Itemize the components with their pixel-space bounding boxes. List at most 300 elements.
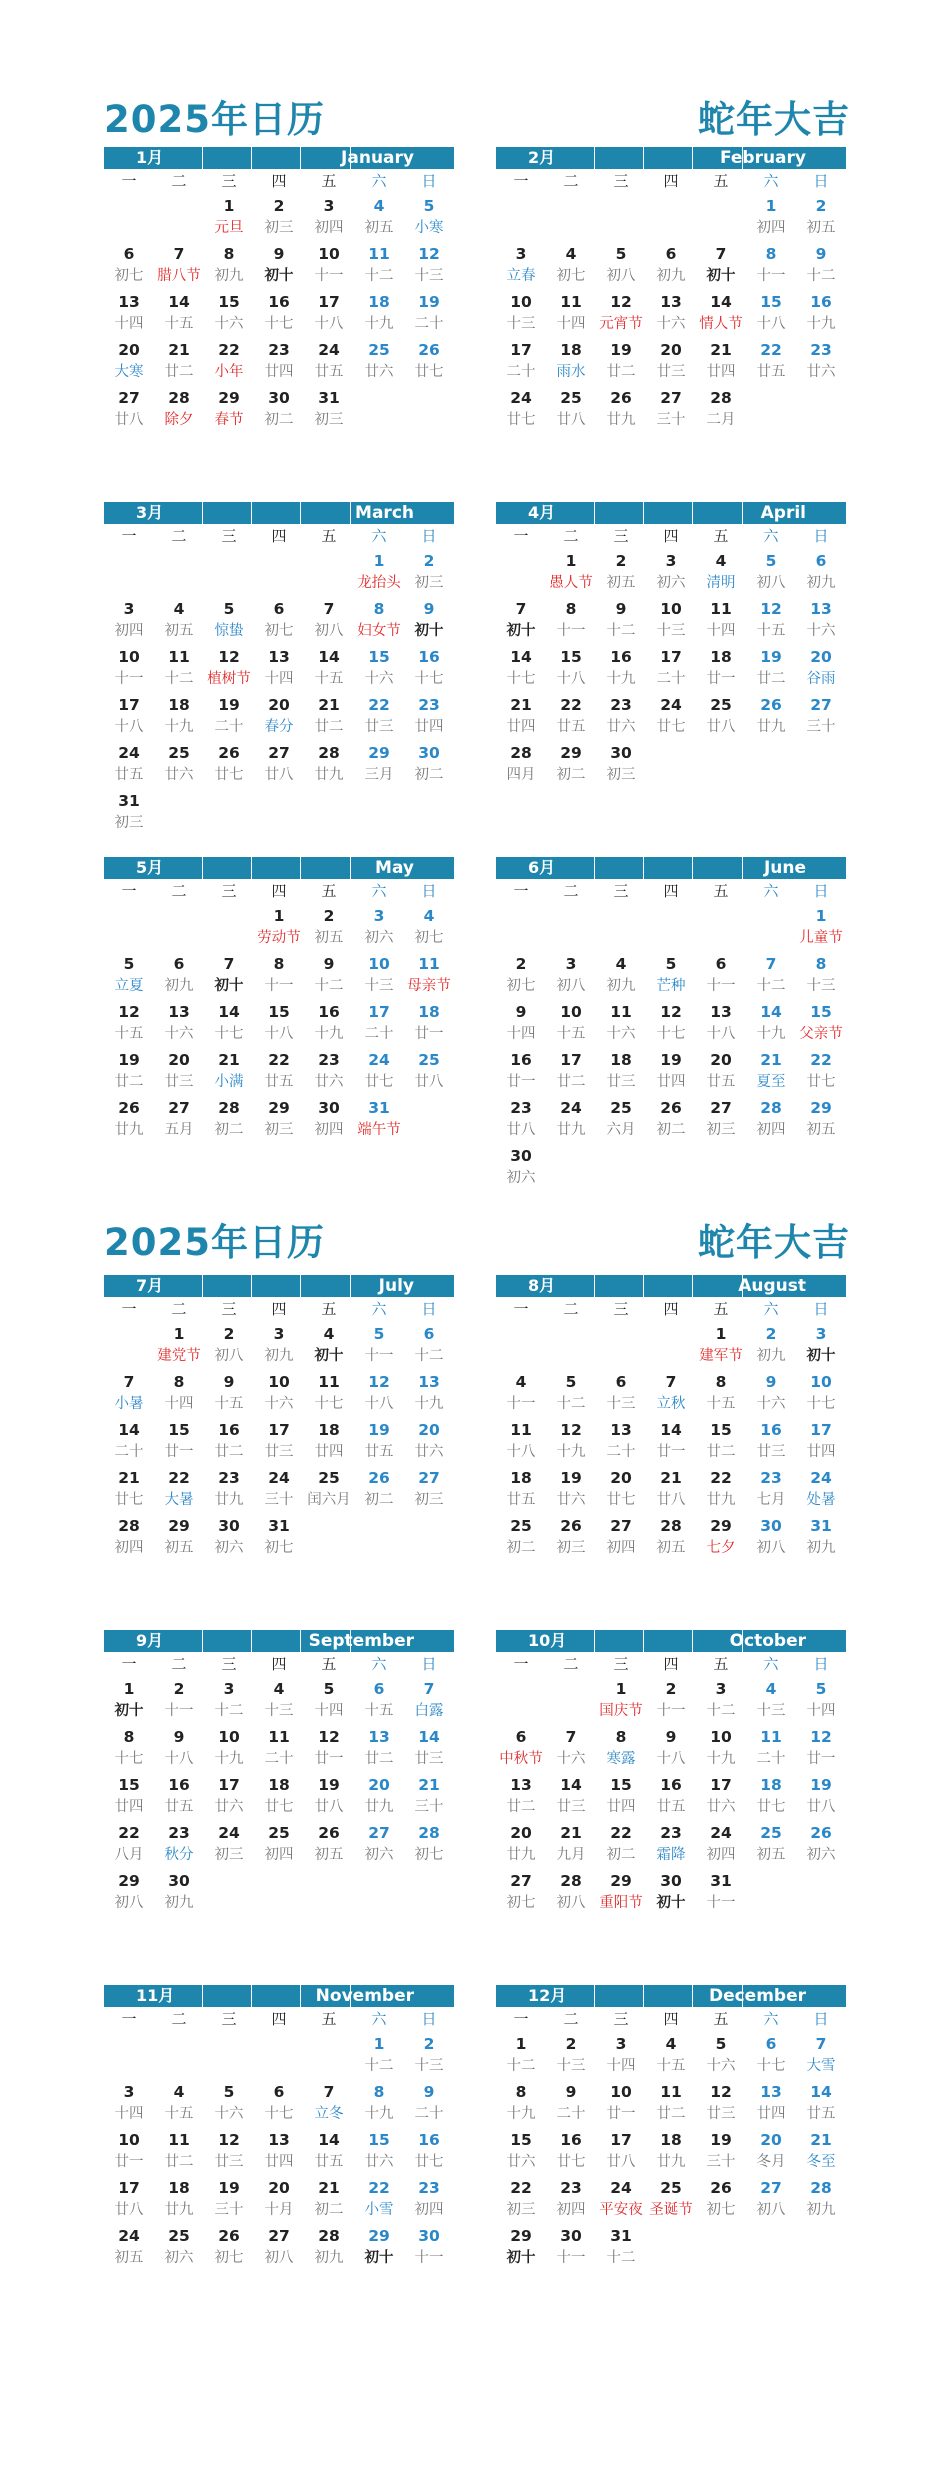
day-cell[interactable] — [596, 1724, 646, 1772]
day-cell[interactable] — [646, 951, 696, 999]
day-cell[interactable] — [796, 903, 846, 951]
day-cell[interactable] — [746, 951, 796, 999]
day-cell[interactable] — [796, 1820, 846, 1868]
day-cell[interactable] — [354, 740, 404, 788]
day-cell[interactable] — [746, 692, 796, 740]
day-cell[interactable] — [104, 1868, 154, 1916]
day-cell[interactable] — [546, 2079, 596, 2127]
day-cell[interactable] — [154, 1868, 204, 1916]
day-cell[interactable] — [746, 193, 796, 241]
day-cell[interactable] — [646, 596, 696, 644]
day-cell[interactable] — [696, 1513, 746, 1561]
day-cell[interactable] — [404, 1321, 454, 1369]
day-cell[interactable] — [646, 1772, 696, 1820]
day-cell[interactable] — [546, 740, 596, 788]
day-cell[interactable] — [796, 692, 846, 740]
day-cell[interactable] — [746, 1321, 796, 1369]
day-cell[interactable] — [596, 2175, 646, 2223]
day-cell[interactable] — [204, 644, 254, 692]
day-cell[interactable] — [354, 999, 404, 1047]
day-cell[interactable] — [796, 1417, 846, 1465]
day-cell[interactable] — [646, 337, 696, 385]
day-cell[interactable] — [154, 1047, 204, 1095]
day-cell[interactable] — [404, 1676, 454, 1724]
day-cell[interactable] — [304, 740, 354, 788]
day-cell[interactable] — [204, 1513, 254, 1561]
day-cell[interactable] — [696, 2031, 746, 2079]
day-cell[interactable] — [404, 1772, 454, 1820]
day-cell[interactable] — [696, 644, 746, 692]
day-cell[interactable] — [596, 289, 646, 337]
day-cell[interactable] — [254, 1465, 304, 1513]
day-cell[interactable] — [104, 740, 154, 788]
day-cell[interactable] — [304, 2223, 354, 2271]
day-cell[interactable] — [154, 1820, 204, 1868]
day-cell[interactable] — [546, 1513, 596, 1561]
day-cell[interactable] — [154, 241, 204, 289]
day-cell[interactable] — [646, 1513, 696, 1561]
day-cell[interactable] — [354, 241, 404, 289]
day-cell[interactable] — [254, 385, 304, 433]
day-cell[interactable] — [796, 2127, 846, 2175]
day-cell[interactable] — [796, 193, 846, 241]
day-cell[interactable] — [354, 1676, 404, 1724]
day-cell[interactable] — [496, 1369, 546, 1417]
day-cell[interactable] — [496, 2031, 546, 2079]
day-cell[interactable] — [746, 1676, 796, 1724]
day-cell[interactable] — [696, 999, 746, 1047]
day-cell[interactable] — [304, 999, 354, 1047]
day-cell[interactable] — [596, 241, 646, 289]
day-cell[interactable] — [496, 385, 546, 433]
day-cell[interactable] — [354, 289, 404, 337]
day-cell[interactable] — [796, 1772, 846, 1820]
day-cell[interactable] — [796, 1321, 846, 1369]
day-cell[interactable] — [104, 2127, 154, 2175]
day-cell[interactable] — [204, 337, 254, 385]
day-cell[interactable] — [546, 951, 596, 999]
day-cell[interactable] — [304, 385, 354, 433]
day-cell[interactable] — [354, 951, 404, 999]
day-cell[interactable] — [254, 692, 304, 740]
day-cell[interactable] — [404, 193, 454, 241]
day-cell[interactable] — [746, 1095, 796, 1143]
day-cell[interactable] — [104, 999, 154, 1047]
day-cell[interactable] — [254, 1095, 304, 1143]
day-cell[interactable] — [104, 788, 154, 836]
day-cell[interactable] — [746, 548, 796, 596]
day-cell[interactable] — [154, 1417, 204, 1465]
day-cell[interactable] — [204, 740, 254, 788]
day-cell[interactable] — [796, 548, 846, 596]
day-cell[interactable] — [254, 740, 304, 788]
day-cell[interactable] — [746, 1369, 796, 1417]
day-cell[interactable] — [154, 644, 204, 692]
day-cell[interactable] — [254, 289, 304, 337]
day-cell[interactable] — [104, 596, 154, 644]
day-cell[interactable] — [546, 1417, 596, 1465]
day-cell[interactable] — [696, 2079, 746, 2127]
day-cell[interactable] — [696, 1417, 746, 1465]
day-cell[interactable] — [304, 1465, 354, 1513]
day-cell[interactable] — [304, 1369, 354, 1417]
day-cell[interactable] — [154, 289, 204, 337]
day-cell[interactable] — [496, 241, 546, 289]
day-cell[interactable] — [796, 1676, 846, 1724]
day-cell[interactable] — [104, 692, 154, 740]
day-cell[interactable] — [104, 241, 154, 289]
day-cell[interactable] — [204, 596, 254, 644]
day-cell[interactable] — [354, 2079, 404, 2127]
day-cell[interactable] — [746, 644, 796, 692]
day-cell[interactable] — [404, 951, 454, 999]
day-cell[interactable] — [596, 1820, 646, 1868]
day-cell[interactable] — [696, 1820, 746, 1868]
day-cell[interactable] — [596, 1047, 646, 1095]
day-cell[interactable] — [104, 1465, 154, 1513]
day-cell[interactable] — [646, 385, 696, 433]
day-cell[interactable] — [204, 1095, 254, 1143]
day-cell[interactable] — [596, 1465, 646, 1513]
day-cell[interactable] — [546, 1772, 596, 1820]
day-cell[interactable] — [404, 1724, 454, 1772]
day-cell[interactable] — [404, 999, 454, 1047]
day-cell[interactable] — [104, 1047, 154, 1095]
day-cell[interactable] — [204, 385, 254, 433]
day-cell[interactable] — [496, 289, 546, 337]
day-cell[interactable] — [104, 1772, 154, 1820]
day-cell[interactable] — [354, 193, 404, 241]
day-cell[interactable] — [746, 337, 796, 385]
day-cell[interactable] — [154, 951, 204, 999]
day-cell[interactable] — [696, 1868, 746, 1916]
day-cell[interactable] — [596, 2223, 646, 2271]
day-cell[interactable] — [104, 1513, 154, 1561]
day-cell[interactable] — [304, 289, 354, 337]
day-cell[interactable] — [496, 1772, 546, 1820]
day-cell[interactable] — [746, 1465, 796, 1513]
day-cell[interactable] — [646, 2079, 696, 2127]
day-cell[interactable] — [646, 1369, 696, 1417]
day-cell[interactable] — [496, 999, 546, 1047]
day-cell[interactable] — [496, 1513, 546, 1561]
day-cell[interactable] — [254, 193, 304, 241]
day-cell[interactable] — [546, 2175, 596, 2223]
day-cell[interactable] — [546, 2127, 596, 2175]
day-cell[interactable] — [404, 596, 454, 644]
day-cell[interactable] — [254, 644, 304, 692]
day-cell[interactable] — [696, 1095, 746, 1143]
day-cell[interactable] — [796, 241, 846, 289]
day-cell[interactable] — [154, 1369, 204, 1417]
day-cell[interactable] — [796, 1724, 846, 1772]
day-cell[interactable] — [646, 999, 696, 1047]
day-cell[interactable] — [404, 337, 454, 385]
day-cell[interactable] — [746, 1772, 796, 1820]
day-cell[interactable] — [646, 2031, 696, 2079]
day-cell[interactable] — [546, 596, 596, 644]
day-cell[interactable] — [304, 644, 354, 692]
day-cell[interactable] — [254, 337, 304, 385]
day-cell[interactable] — [496, 596, 546, 644]
day-cell[interactable] — [404, 241, 454, 289]
day-cell[interactable] — [496, 1143, 546, 1191]
day-cell[interactable] — [546, 385, 596, 433]
day-cell[interactable] — [354, 1369, 404, 1417]
day-cell[interactable] — [696, 2175, 746, 2223]
day-cell[interactable] — [354, 644, 404, 692]
day-cell[interactable] — [304, 1095, 354, 1143]
day-cell[interactable] — [304, 193, 354, 241]
day-cell[interactable] — [696, 1465, 746, 1513]
day-cell[interactable] — [496, 1465, 546, 1513]
day-cell[interactable] — [204, 289, 254, 337]
day-cell[interactable] — [404, 289, 454, 337]
day-cell[interactable] — [746, 1513, 796, 1561]
day-cell[interactable] — [154, 2223, 204, 2271]
day-cell[interactable] — [204, 241, 254, 289]
day-cell[interactable] — [254, 2223, 304, 2271]
day-cell[interactable] — [404, 2223, 454, 2271]
day-cell[interactable] — [796, 596, 846, 644]
day-cell[interactable] — [154, 385, 204, 433]
day-cell[interactable] — [104, 2079, 154, 2127]
day-cell[interactable] — [254, 1513, 304, 1561]
day-cell[interactable] — [696, 951, 746, 999]
day-cell[interactable] — [404, 1417, 454, 1465]
day-cell[interactable] — [154, 2175, 204, 2223]
day-cell[interactable] — [254, 2079, 304, 2127]
day-cell[interactable] — [596, 2127, 646, 2175]
day-cell[interactable] — [546, 2031, 596, 2079]
day-cell[interactable] — [354, 548, 404, 596]
day-cell[interactable] — [696, 1772, 746, 1820]
day-cell[interactable] — [354, 1417, 404, 1465]
day-cell[interactable] — [696, 596, 746, 644]
day-cell[interactable] — [104, 1417, 154, 1465]
day-cell[interactable] — [104, 1369, 154, 1417]
day-cell[interactable] — [304, 1321, 354, 1369]
day-cell[interactable] — [546, 692, 596, 740]
day-cell[interactable] — [254, 1820, 304, 1868]
day-cell[interactable] — [404, 644, 454, 692]
day-cell[interactable] — [104, 2175, 154, 2223]
day-cell[interactable] — [204, 1465, 254, 1513]
day-cell[interactable] — [254, 2127, 304, 2175]
day-cell[interactable] — [154, 1676, 204, 1724]
day-cell[interactable] — [304, 903, 354, 951]
day-cell[interactable] — [154, 596, 204, 644]
day-cell[interactable] — [154, 2079, 204, 2127]
day-cell[interactable] — [746, 2031, 796, 2079]
day-cell[interactable] — [204, 1047, 254, 1095]
day-cell[interactable] — [596, 1513, 646, 1561]
day-cell[interactable] — [546, 289, 596, 337]
day-cell[interactable] — [404, 548, 454, 596]
day-cell[interactable] — [354, 337, 404, 385]
day-cell[interactable] — [596, 2079, 646, 2127]
day-cell[interactable] — [496, 1868, 546, 1916]
day-cell[interactable] — [646, 1465, 696, 1513]
day-cell[interactable] — [204, 2127, 254, 2175]
day-cell[interactable] — [596, 1417, 646, 1465]
day-cell[interactable] — [104, 644, 154, 692]
day-cell[interactable] — [254, 1369, 304, 1417]
day-cell[interactable] — [796, 2079, 846, 2127]
day-cell[interactable] — [796, 951, 846, 999]
day-cell[interactable] — [204, 2079, 254, 2127]
day-cell[interactable] — [546, 1369, 596, 1417]
day-cell[interactable] — [104, 951, 154, 999]
day-cell[interactable] — [304, 1772, 354, 1820]
day-cell[interactable] — [304, 596, 354, 644]
day-cell[interactable] — [154, 1095, 204, 1143]
day-cell[interactable] — [546, 644, 596, 692]
day-cell[interactable] — [404, 2127, 454, 2175]
day-cell[interactable] — [304, 337, 354, 385]
day-cell[interactable] — [404, 903, 454, 951]
day-cell[interactable] — [746, 2079, 796, 2127]
day-cell[interactable] — [796, 2175, 846, 2223]
day-cell[interactable] — [204, 1772, 254, 1820]
day-cell[interactable] — [154, 1321, 204, 1369]
day-cell[interactable] — [254, 1417, 304, 1465]
day-cell[interactable] — [496, 644, 546, 692]
day-cell[interactable] — [696, 337, 746, 385]
day-cell[interactable] — [746, 1417, 796, 1465]
day-cell[interactable] — [204, 999, 254, 1047]
day-cell[interactable] — [104, 1724, 154, 1772]
day-cell[interactable] — [596, 951, 646, 999]
day-cell[interactable] — [154, 1513, 204, 1561]
day-cell[interactable] — [496, 692, 546, 740]
day-cell[interactable] — [596, 740, 646, 788]
day-cell[interactable] — [254, 1724, 304, 1772]
day-cell[interactable] — [796, 999, 846, 1047]
day-cell[interactable] — [204, 1820, 254, 1868]
day-cell[interactable] — [696, 385, 746, 433]
day-cell[interactable] — [304, 241, 354, 289]
day-cell[interactable] — [796, 1369, 846, 1417]
day-cell[interactable] — [104, 385, 154, 433]
day-cell[interactable] — [354, 1095, 404, 1143]
day-cell[interactable] — [254, 596, 304, 644]
day-cell[interactable] — [596, 2031, 646, 2079]
day-cell[interactable] — [746, 2175, 796, 2223]
day-cell[interactable] — [204, 951, 254, 999]
day-cell[interactable] — [404, 1369, 454, 1417]
day-cell[interactable] — [354, 1465, 404, 1513]
day-cell[interactable] — [204, 1321, 254, 1369]
day-cell[interactable] — [546, 548, 596, 596]
day-cell[interactable] — [646, 644, 696, 692]
day-cell[interactable] — [646, 1417, 696, 1465]
day-cell[interactable] — [746, 2127, 796, 2175]
day-cell[interactable] — [154, 1724, 204, 1772]
day-cell[interactable] — [746, 241, 796, 289]
day-cell[interactable] — [496, 1820, 546, 1868]
day-cell[interactable] — [304, 951, 354, 999]
day-cell[interactable] — [304, 2079, 354, 2127]
day-cell[interactable] — [204, 1369, 254, 1417]
day-cell[interactable] — [646, 1820, 696, 1868]
day-cell[interactable] — [404, 1820, 454, 1868]
day-cell[interactable] — [596, 1772, 646, 1820]
day-cell[interactable] — [304, 2127, 354, 2175]
day-cell[interactable] — [254, 1676, 304, 1724]
day-cell[interactable] — [796, 1095, 846, 1143]
day-cell[interactable] — [596, 337, 646, 385]
day-cell[interactable] — [254, 999, 304, 1047]
day-cell[interactable] — [496, 1724, 546, 1772]
day-cell[interactable] — [496, 951, 546, 999]
day-cell[interactable] — [154, 999, 204, 1047]
day-cell[interactable] — [596, 1369, 646, 1417]
day-cell[interactable] — [546, 337, 596, 385]
day-cell[interactable] — [496, 337, 546, 385]
day-cell[interactable] — [204, 1417, 254, 1465]
day-cell[interactable] — [354, 1321, 404, 1369]
day-cell[interactable] — [646, 1095, 696, 1143]
day-cell[interactable] — [404, 1465, 454, 1513]
day-cell[interactable] — [646, 1047, 696, 1095]
day-cell[interactable] — [546, 1724, 596, 1772]
day-cell[interactable] — [696, 1369, 746, 1417]
day-cell[interactable] — [304, 1724, 354, 1772]
day-cell[interactable] — [204, 692, 254, 740]
day-cell[interactable] — [404, 1047, 454, 1095]
day-cell[interactable] — [204, 193, 254, 241]
day-cell[interactable] — [596, 385, 646, 433]
day-cell[interactable] — [354, 1724, 404, 1772]
day-cell[interactable] — [204, 1724, 254, 1772]
day-cell[interactable] — [496, 1047, 546, 1095]
day-cell[interactable] — [496, 2223, 546, 2271]
day-cell[interactable] — [104, 1676, 154, 1724]
day-cell[interactable] — [404, 740, 454, 788]
day-cell[interactable] — [796, 1465, 846, 1513]
day-cell[interactable] — [154, 337, 204, 385]
day-cell[interactable] — [204, 1676, 254, 1724]
day-cell[interactable] — [746, 1820, 796, 1868]
day-cell[interactable] — [796, 2031, 846, 2079]
day-cell[interactable] — [304, 692, 354, 740]
day-cell[interactable] — [354, 1820, 404, 1868]
day-cell[interactable] — [746, 1047, 796, 1095]
day-cell[interactable] — [796, 644, 846, 692]
day-cell[interactable] — [746, 289, 796, 337]
day-cell[interactable] — [696, 1676, 746, 1724]
day-cell[interactable] — [254, 1772, 304, 1820]
day-cell[interactable] — [646, 1868, 696, 1916]
day-cell[interactable] — [254, 241, 304, 289]
day-cell[interactable] — [546, 1868, 596, 1916]
day-cell[interactable] — [354, 2031, 404, 2079]
day-cell[interactable] — [354, 692, 404, 740]
day-cell[interactable] — [596, 1095, 646, 1143]
day-cell[interactable] — [796, 1047, 846, 1095]
day-cell[interactable] — [154, 2127, 204, 2175]
day-cell[interactable] — [546, 1820, 596, 1868]
day-cell[interactable] — [404, 692, 454, 740]
day-cell[interactable] — [304, 1417, 354, 1465]
day-cell[interactable] — [154, 1465, 204, 1513]
day-cell[interactable] — [354, 903, 404, 951]
day-cell[interactable] — [596, 596, 646, 644]
day-cell[interactable] — [696, 289, 746, 337]
day-cell[interactable] — [646, 2127, 696, 2175]
day-cell[interactable] — [496, 2175, 546, 2223]
